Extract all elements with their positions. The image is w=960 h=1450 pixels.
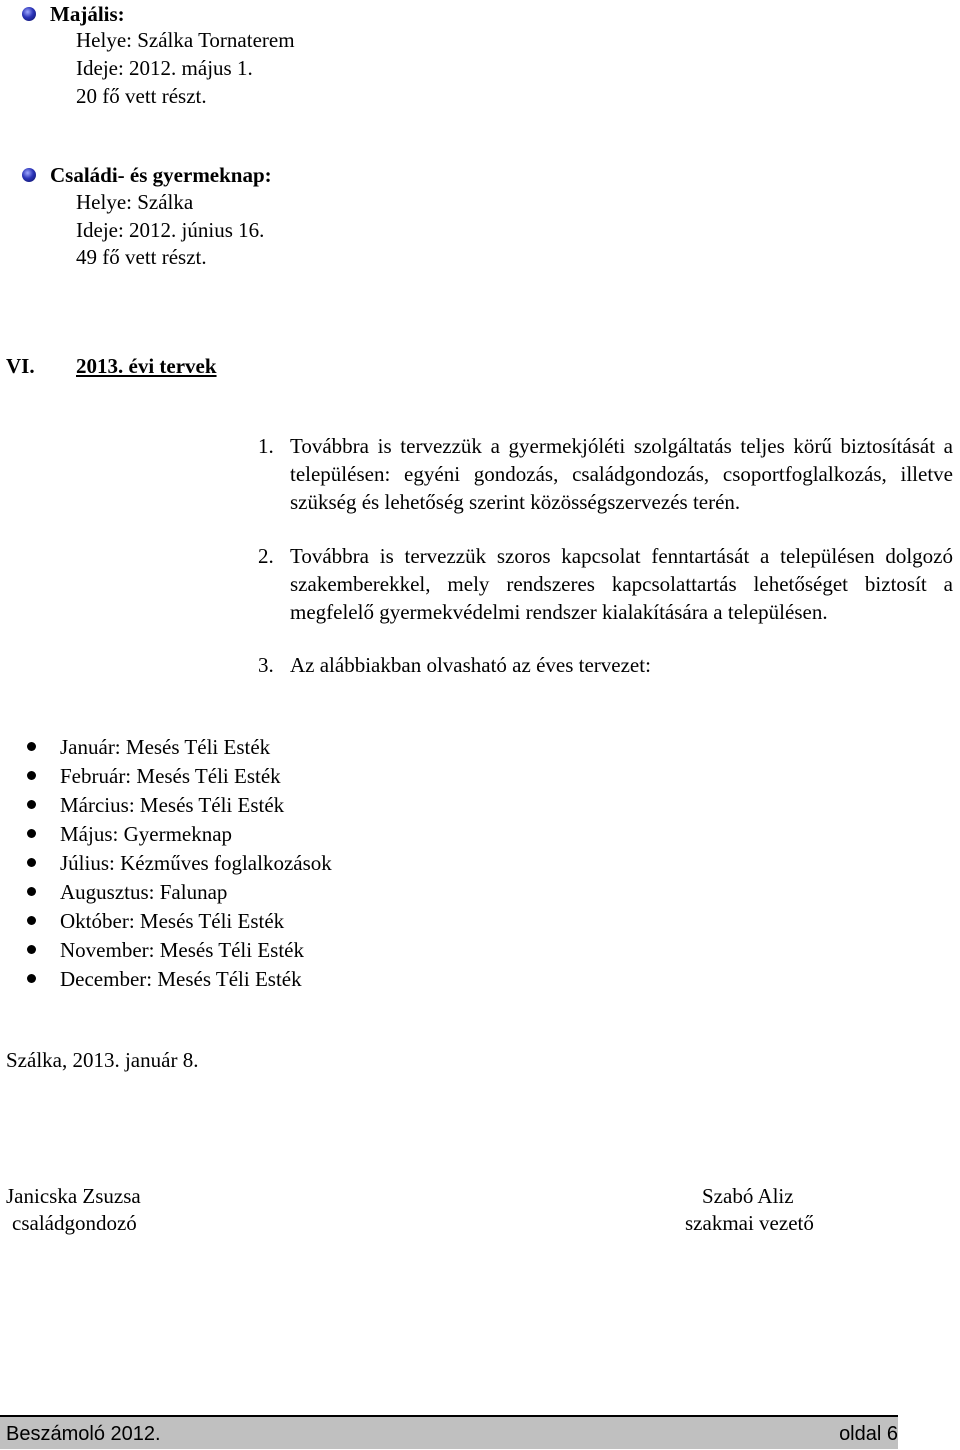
page-footer (0, 1415, 898, 1449)
disc-bullet-icon (27, 742, 36, 751)
event-title: Majális: (50, 2, 125, 26)
list-item: November: Mesés Téli Esték (60, 938, 304, 962)
list-item: Október: Mesés Téli Esték (60, 909, 285, 933)
plan-text: Az alábbiakban olvasható az éves tervezet: (290, 653, 651, 677)
place-date: Szálka, 2013. január 8. (6, 1048, 199, 1072)
disc-bullet-icon (27, 887, 36, 896)
signer-name: Janicska Zsuzsa (6, 1184, 141, 1208)
signer-role: szakmai vezető (685, 1211, 814, 1235)
list-item: Július: Kézműves foglalkozások (60, 851, 332, 875)
disc-bullet-icon (27, 858, 36, 867)
section-title: 2013. évi tervek (76, 354, 217, 378)
list-item: Február: Mesés Téli Esték (60, 764, 281, 788)
disc-bullet-icon (27, 945, 36, 954)
signer-name: Szabó Aliz (702, 1184, 794, 1208)
list-item: Március: Mesés Téli Esték (60, 793, 285, 817)
disc-bullet-icon (27, 974, 36, 983)
signer-role: családgondozó (12, 1211, 137, 1235)
plan-number: 2. (258, 544, 274, 568)
round-bullet-icon (22, 7, 36, 21)
event-location: Helye: Szálka Tornaterem (76, 28, 295, 52)
disc-bullet-icon (27, 800, 36, 809)
page-number: oldal 6 (839, 1423, 898, 1445)
event-attendance: 20 fő vett részt. (76, 84, 207, 108)
footer-title: Beszámoló 2012. (6, 1423, 161, 1445)
event-date: Ideje: 2012. június 16. (76, 218, 265, 242)
plan-number: 3. (258, 653, 274, 677)
list-item: Augusztus: Falunap (60, 880, 228, 904)
round-bullet-icon (22, 168, 36, 182)
event-title: Családi- és gyermeknap: (50, 163, 272, 187)
section-number: VI. (6, 354, 35, 378)
event-attendance: 49 fő vett részt. (76, 245, 207, 269)
disc-bullet-icon (27, 916, 36, 925)
plan-text: Továbbra is tervezzük szoros kapcsolat fenntartását a településen dolgozó szakemberekkel, mely rendszeres kapcsolattartás lehetőséget biztosít a megfelelő gyermekvédelmi rendszer kialakítására a településen. (290, 544, 953, 624)
plan-text: Továbbra is tervezzük a gyermekjóléti szolgáltatás teljes körű biztosítását a településen: egyéni gondozás, családgondozás, csoportfoglalkozás, illetve szükség és lehetőség szerint közösségszervezés terén. (290, 434, 953, 514)
list-item: Május: Gyermeknap (60, 822, 233, 846)
plan-number: 1. (258, 434, 274, 458)
list-item: December: Mesés Téli Esték (60, 967, 302, 991)
disc-bullet-icon (27, 829, 36, 838)
disc-bullet-icon (27, 771, 36, 780)
event-date: Ideje: 2012. május 1. (76, 56, 253, 80)
list-item: Január: Mesés Téli Esték (60, 735, 271, 759)
event-location: Helye: Szálka (76, 190, 194, 214)
